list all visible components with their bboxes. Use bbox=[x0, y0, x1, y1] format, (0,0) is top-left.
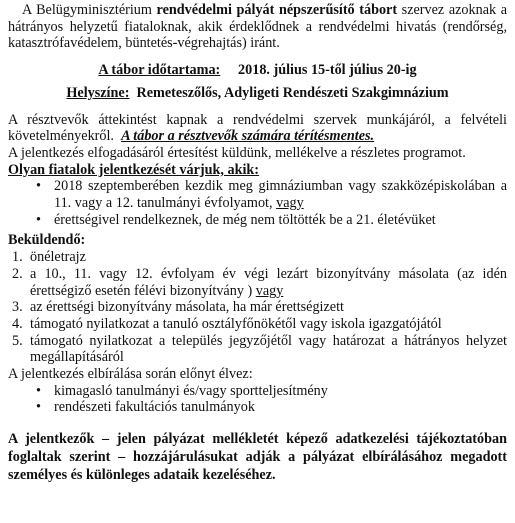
duration-line bbox=[8, 62, 507, 79]
eligibility-heading bbox=[8, 162, 507, 179]
document-item-text: a 10., 11. vagy 12. évfolyam év végi lezárt bizonyítvány másolata (az idén érettségiző esetén félévi bizonyítvány ) bbox=[30, 265, 507, 299]
item-number: 5. bbox=[12, 332, 23, 349]
item-number: 1. bbox=[12, 249, 23, 266]
document-item-or: vagy bbox=[255, 282, 284, 299]
location-value: Remeteszőlős, Adyligeti Rendészeti Szakgimnázium bbox=[136, 84, 449, 101]
advantages-list bbox=[8, 383, 507, 416]
documents-list bbox=[8, 249, 507, 366]
location-label: Helyszíne: bbox=[66, 84, 130, 101]
list-item bbox=[12, 333, 507, 366]
intro-text-end: szervez azoknak a hátrányos helyzetű fiataloknak, akik érdeklődnek a rendvédelmi hivatás (rendőrség, katasztrófavédelem, büntetés-végrehajtás) iránt. bbox=[8, 2, 507, 52]
eligibility-item-text: érettségivel rendelkeznek, de még nem töltötték be a 21. életévüket bbox=[54, 211, 436, 228]
document-item-text: az érettségi bizonyítvány másolata, ha már érettségizett bbox=[30, 299, 344, 316]
item-number: 3. bbox=[12, 299, 23, 316]
eligibility-list bbox=[8, 178, 507, 228]
documents-heading-text: Beküldendő: bbox=[8, 232, 86, 249]
duration-value: 2018. július 15-től július 20-ig bbox=[238, 62, 417, 79]
free-of-charge-note: A tábor a résztvevők számára térítésmentes. bbox=[121, 128, 375, 145]
list-item bbox=[12, 299, 507, 316]
document-item-text: támogató nyilatkozat a település jegyzőjétől vagy határozat a hátrányos helyzet megállapításáról bbox=[30, 332, 507, 366]
notification-text: A jelentkezés elfogadásáról értesítést küldünk, mellékelve a részletes programot. bbox=[8, 144, 466, 161]
eligibility-item-or: vagy bbox=[276, 195, 304, 212]
eligibility-item-text: 2018 szeptemberében kezdik meg gimnáziumban vagy szakközépiskolában a 11. vagy a 12. tanulmányi évfolyamot, bbox=[54, 178, 507, 212]
overview-paragraph bbox=[8, 112, 507, 145]
eligibility-heading-text: Olyan fiatalok jelentkezését várjuk, akik: bbox=[8, 161, 260, 178]
item-number: 4. bbox=[12, 315, 23, 332]
list-item bbox=[12, 249, 507, 266]
intro-camp-name: rendvédelmi pályát népszerűsítő tábort bbox=[156, 2, 398, 18]
consent-paragraph: A jelentkezők – jelen pályázat mellékletét képező adatkezelési tájékoztatóban foglaltak szerint – hozzájárulásukat adják a pályázat elbírálásához megadott személyes és különleges adataik kezeléséhez. bbox=[8, 431, 507, 484]
list-item bbox=[12, 266, 507, 299]
document-item-text: támogató nyilatkozat a tanuló osztályfőnökétől vagy iskola igazgatójától bbox=[30, 315, 442, 332]
list-item bbox=[36, 178, 507, 211]
intro-text-start: A Belügyminisztérium bbox=[22, 2, 157, 18]
list-item bbox=[36, 212, 507, 229]
duration-label: A tábor időtartama: bbox=[98, 62, 221, 79]
intro-paragraph bbox=[8, 2, 507, 52]
location-line bbox=[8, 85, 507, 102]
list-item: • rendészeti fakultációs tanulmányok bbox=[36, 399, 507, 416]
document-item-text: önéletrajz bbox=[30, 249, 86, 266]
item-number: 2. bbox=[12, 265, 23, 282]
list-item bbox=[12, 316, 507, 333]
overview-text: A résztvevők áttekintést kapnak a rendvédelmi szervek munkájáról, a felvételi követelményekről. bbox=[8, 111, 507, 145]
documents-heading bbox=[8, 232, 507, 249]
list-item: • kimagasló tanulmányi és/vagy sportteljesítmény bbox=[36, 383, 507, 400]
advantages-heading: A jelentkezés elbírálása során előnyt élvez: bbox=[8, 366, 253, 383]
